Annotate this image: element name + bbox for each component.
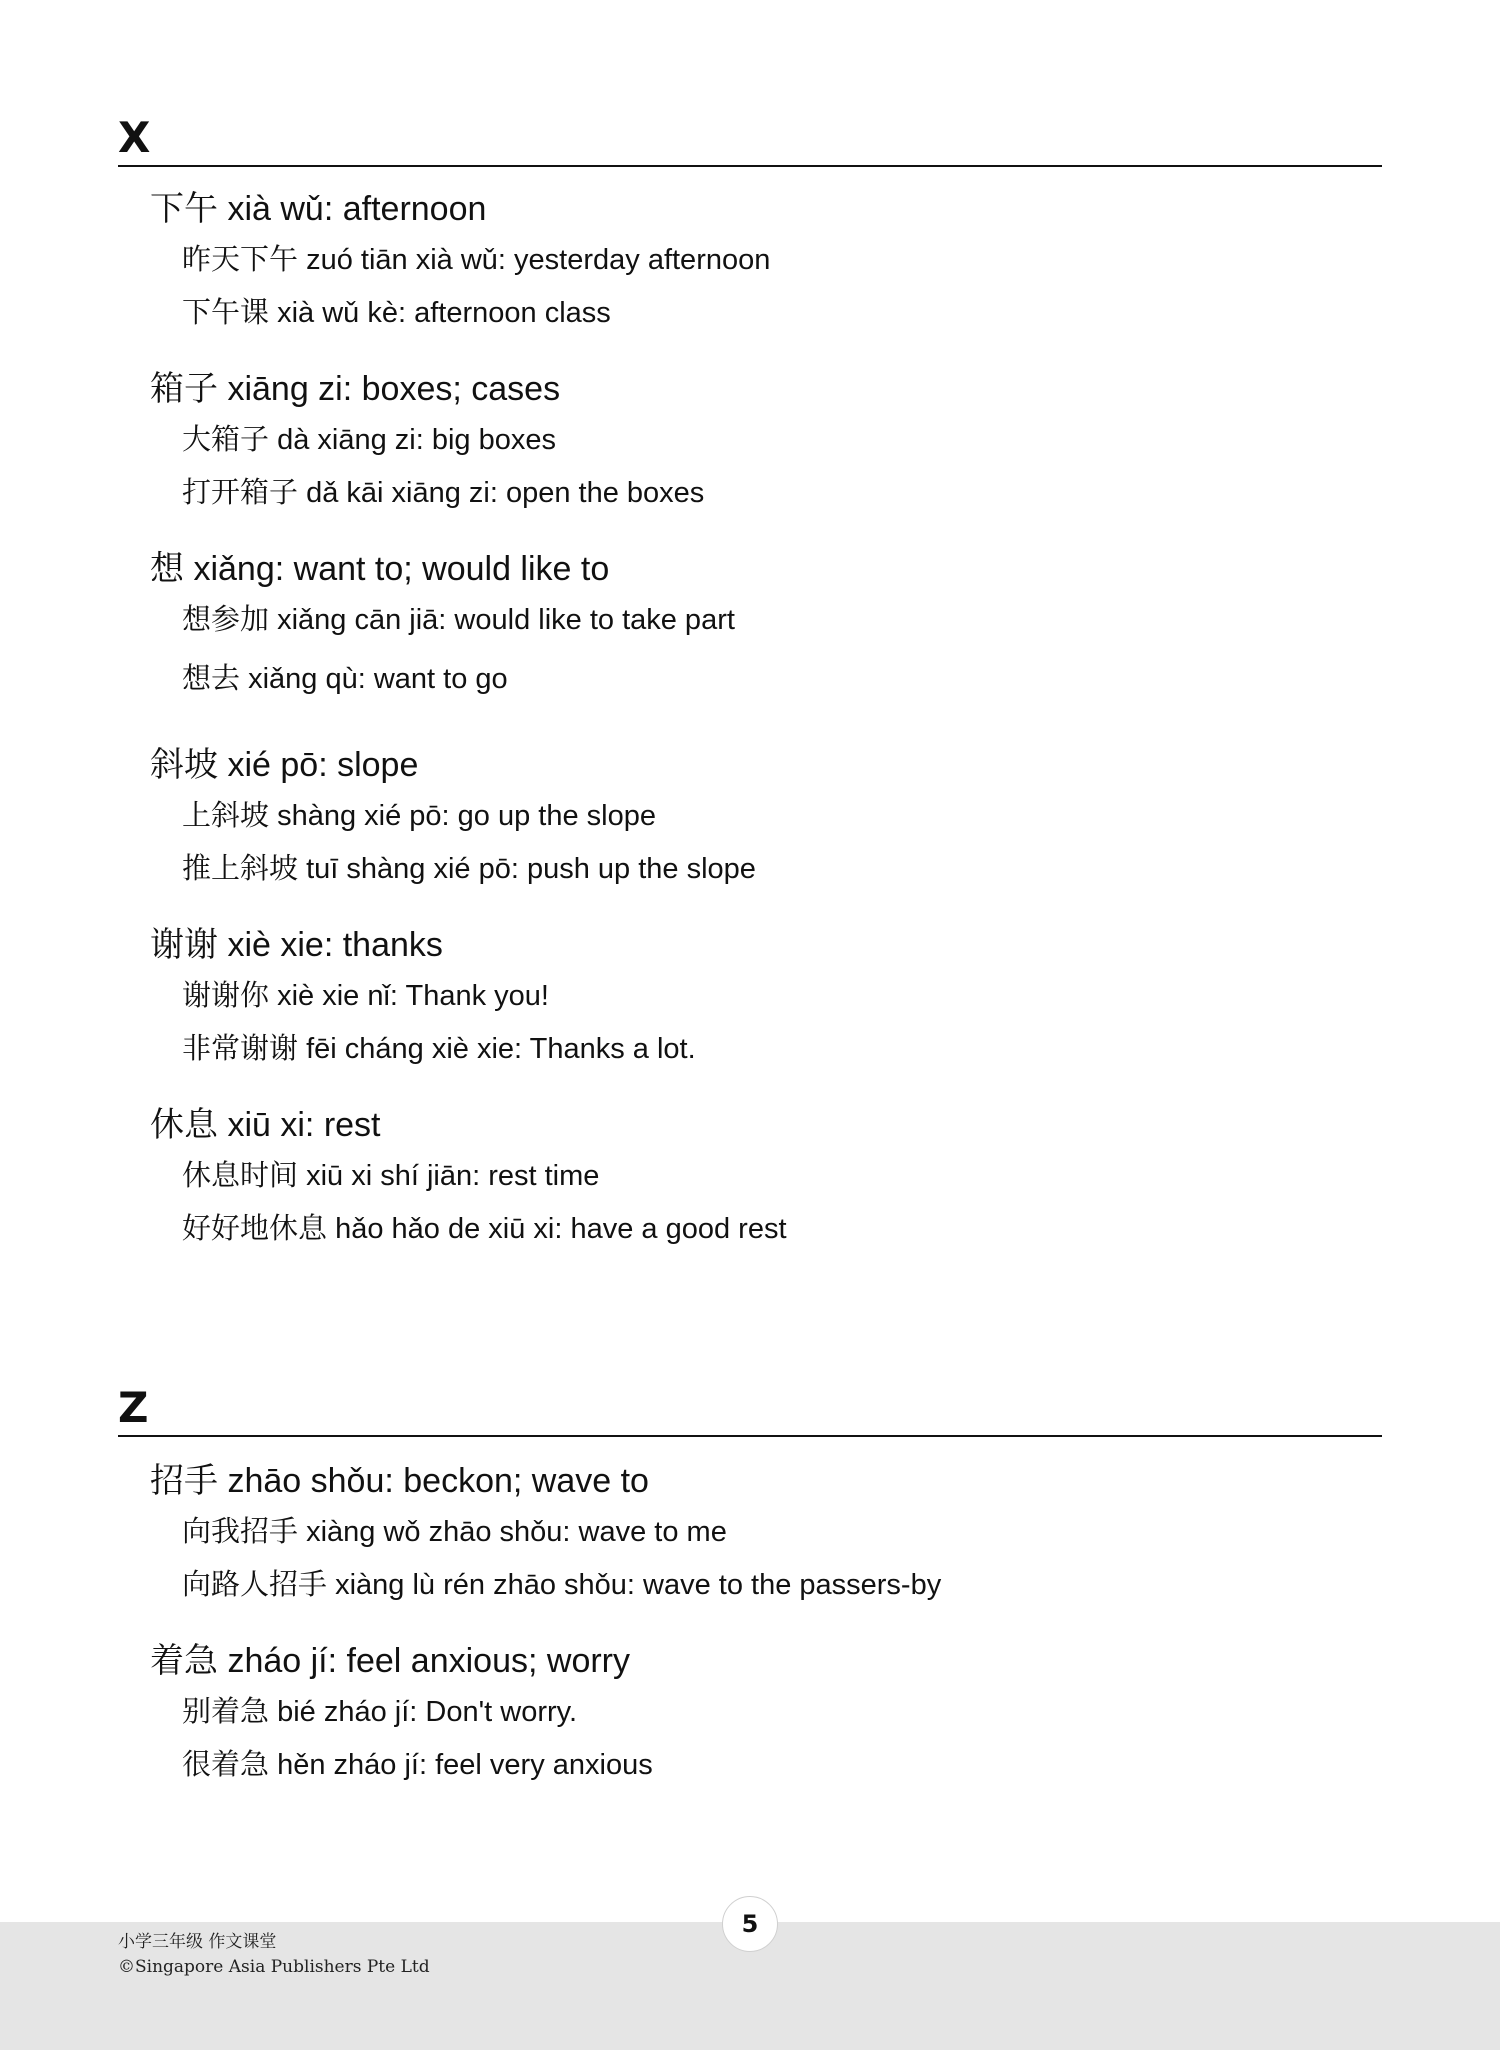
glossary-entry [150,746,1380,886]
page-number: 5 [722,1896,778,1952]
glossary-entry [150,1642,1380,1782]
entry-example: 别着急 bié zháo jí: Don't worry. [182,1694,578,1728]
entry-example: 昨天下午 zuó tiān xià wǔ: yesterday afternoon [182,242,771,276]
entry-headword: 谢谢 xiè xie: thanks [150,925,443,965]
entry-headword: 斜坡 xié pō: slope [150,745,419,785]
glossary-entry [150,370,1380,510]
section-z-entries [150,1462,1380,1822]
entry-example: 向我招手 xiàng wǒ zhāo shǒu: wave to me [182,1514,727,1548]
section-x-entries [150,190,1380,1286]
entry-headword: 着急 zháo jí: feel anxious; worry [150,1641,631,1681]
copyright-notice: ©Singapore Asia Publishers Pte Ltd [118,1957,430,1977]
entry-example: 上斜坡 shàng xié pō: go up the slope [182,798,656,832]
entry-example: 想参加 xiǎng cān jiā: would like to take part [182,602,735,636]
entry-example: 向路人招手 xiàng lù rén zhāo shǒu: wave to the passers-by [182,1567,942,1601]
section-divider-x [118,165,1382,167]
glossary-entry [150,1106,1380,1246]
glossary-entry [150,1462,1380,1602]
entry-headword: 招手 zhāo shǒu: beckon; wave to [150,1461,649,1501]
entry-headword: 箱子 xiāng zi: boxes; cases [150,369,561,409]
entry-headword: 下午 xià wǔ: afternoon [150,189,487,229]
glossary-entry [150,190,1380,330]
section-letter-x: X [118,113,151,162]
entry-example: 打开箱子 dǎ kāi xiāng zi: open the boxes [182,475,705,509]
entry-example: 好好地休息 hǎo hǎo de xiū xi: have a good rest [182,1211,787,1245]
entry-example: 推上斜坡 tuī shàng xié pō: push up the slope [182,851,756,885]
entry-example: 下午课 xià wǔ kè: afternoon class [182,295,611,329]
glossary-entry [150,550,1380,696]
entry-example: 非常谢谢 fēi cháng xiè xie: Thanks a lot. [182,1031,696,1065]
entry-example: 休息时间 xiū xi shí jiān: rest time [182,1158,600,1192]
entry-example: 谢谢你 xiè xie nǐ: Thank you! [182,978,549,1012]
section-letter-z: Z [118,1383,149,1432]
entry-headword: 休息 xiū xi: rest [150,1105,381,1145]
section-divider-z [118,1435,1382,1437]
book-title: 小学三年级 作文课堂 [118,1932,277,1952]
entry-headword: 想 xiǎng: want to; would like to [150,549,610,589]
footer-info [118,1930,430,1980]
entry-example: 很着急 hěn zháo jí: feel very anxious [182,1747,653,1781]
entry-example: 想去 xiǎng qù: want to go [182,661,508,695]
glossary-entry [150,926,1380,1066]
entry-example: 大箱子 dà xiāng zi: big boxes [182,422,557,456]
